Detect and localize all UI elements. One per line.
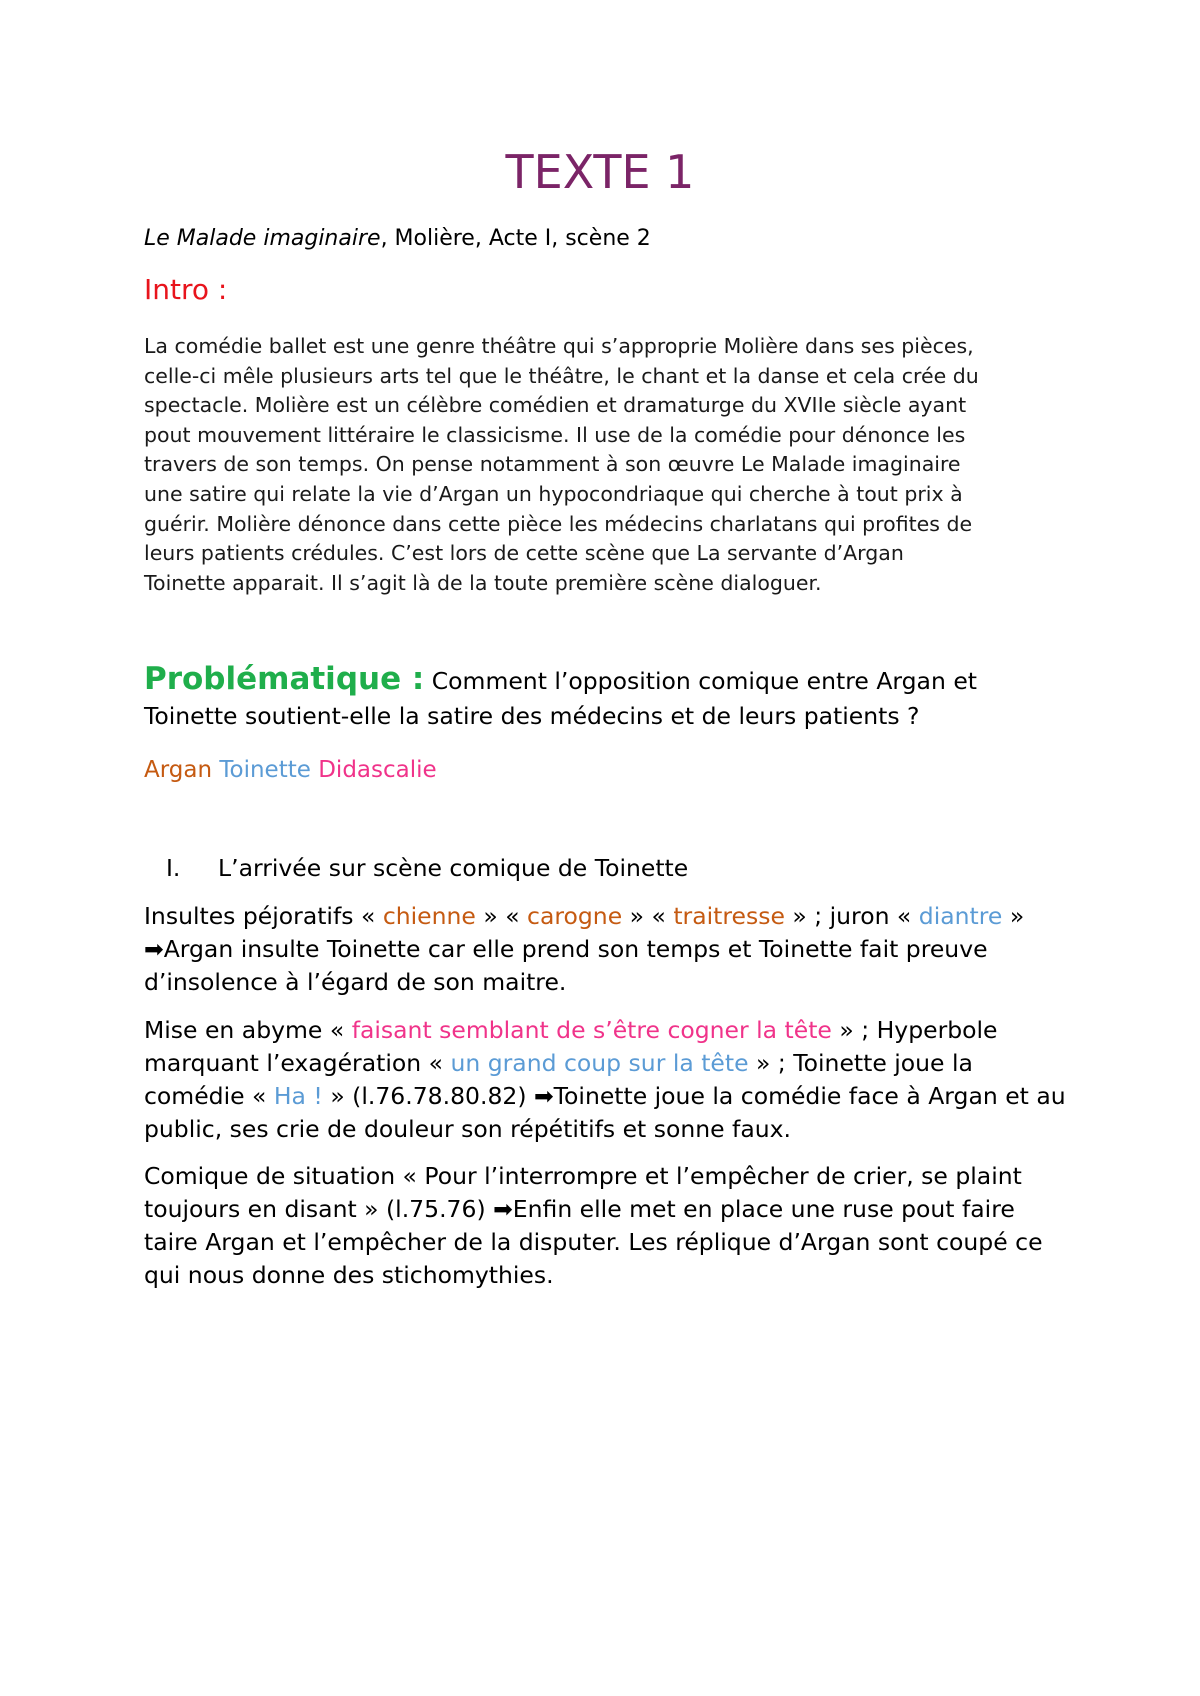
subtitle bbox=[144, 224, 651, 254]
text-run: » ; Toinette joue la comédie « bbox=[144, 1049, 973, 1110]
quote-toinette: diantre bbox=[918, 902, 1003, 930]
quote-argan: chienne bbox=[382, 902, 476, 930]
intro-line: pout mouvement littéraire le classicisme. Il use de la comédie pour dénonce les bbox=[144, 422, 966, 447]
text-run: » ; juron « bbox=[784, 902, 919, 930]
paragraph-insultes bbox=[144, 900, 1074, 999]
legend-didascalie: Didascalie bbox=[318, 757, 437, 783]
quote-toinette: Ha ! bbox=[273, 1082, 323, 1110]
quote-didascalie: faisant semblant de s’être cogner la tête bbox=[351, 1016, 832, 1044]
quote-argan: traitresse bbox=[673, 902, 785, 930]
intro-heading: Intro : bbox=[144, 273, 228, 306]
subtitle-rest: , Molière, Acte I, scène 2 bbox=[380, 226, 651, 251]
quote-argan: carogne bbox=[527, 902, 623, 930]
paragraph-mise-en-abyme bbox=[144, 1014, 1074, 1146]
intro-line: une satire qui relate la vie d’Argan un hypocondriaque qui cherche à tout prix à bbox=[144, 481, 963, 506]
problematique-label: Problématique : bbox=[144, 661, 425, 697]
quote-toinette: un grand coup sur la tête bbox=[450, 1049, 749, 1077]
legend-argan: Argan bbox=[144, 757, 213, 783]
paragraph-comique-situation: Comique de situation « Pour l’interrompre et l’empêcher de crier, se plaint toujours en disant » (l.75.76) ➡Enfin elle met en place une ruse pout faire taire Argan et l’empêcher de la disputer. Les réplique d’Argan sont coupé ce qui nous donne des stichomythies. bbox=[144, 1162, 1043, 1289]
intro-line: celle-ci mêle plusieurs arts tel que le théâtre, le chant et la danse et cela crée du bbox=[144, 363, 979, 388]
intro-line: Toinette apparait. Il s’agit là de la toute première scène dialoguer. bbox=[144, 570, 822, 595]
text-run: Mise en abyme « bbox=[144, 1016, 352, 1044]
text-run: » ; Hyperbole marquant l’exagération « bbox=[144, 1016, 998, 1077]
page-title: TEXTE 1 bbox=[505, 145, 695, 199]
intro-line: leurs patients crédules. C’est lors de cette scène que La servante d’Argan bbox=[144, 541, 904, 566]
intro-line: spectacle. Molière est un célèbre comédien et dramaturge du XVIIe siècle ayant bbox=[144, 393, 967, 418]
section-number: I. bbox=[166, 854, 181, 882]
text-run: Insultes péjoratifs « bbox=[144, 902, 383, 930]
intro-line: guérir. Molière dénonce dans cette pièce les médecins charlatans qui profites de bbox=[144, 511, 973, 536]
legend-toinette: Toinette bbox=[219, 757, 311, 783]
text-run: » (l.76.78.80.82) ➡Toinette joue la comédie face à Argan et au public, ses crie de douleur son répétitifs et sonne faux. bbox=[144, 1082, 1066, 1143]
text-run: » « bbox=[475, 902, 528, 930]
text-run: » ➡Argan insulte Toinette car elle prend son temps et Toinette fait preuve d’insolence à l’égard de son maitre. bbox=[144, 902, 1025, 996]
intro-paragraph bbox=[144, 332, 1064, 598]
text-run: » « bbox=[622, 902, 674, 930]
intro-line: La comédie ballet est une genre théâtre qui s’approprie Molière dans ses pièces, bbox=[144, 334, 974, 358]
work-title: Le Malade imaginaire bbox=[144, 226, 381, 251]
section-title: L’arrivée sur scène comique de Toinette bbox=[218, 854, 689, 882]
section-heading bbox=[166, 852, 688, 884]
problematique-text: Comment l’opposition comique entre Argan et Toinette soutient-elle la satire des médecins et de leurs patients ? bbox=[144, 667, 977, 730]
color-legend bbox=[144, 754, 437, 786]
intro-line: travers de son temps. On pense notamment à son œuvre Le Malade imaginaire bbox=[144, 452, 961, 477]
problematique bbox=[144, 662, 1074, 734]
